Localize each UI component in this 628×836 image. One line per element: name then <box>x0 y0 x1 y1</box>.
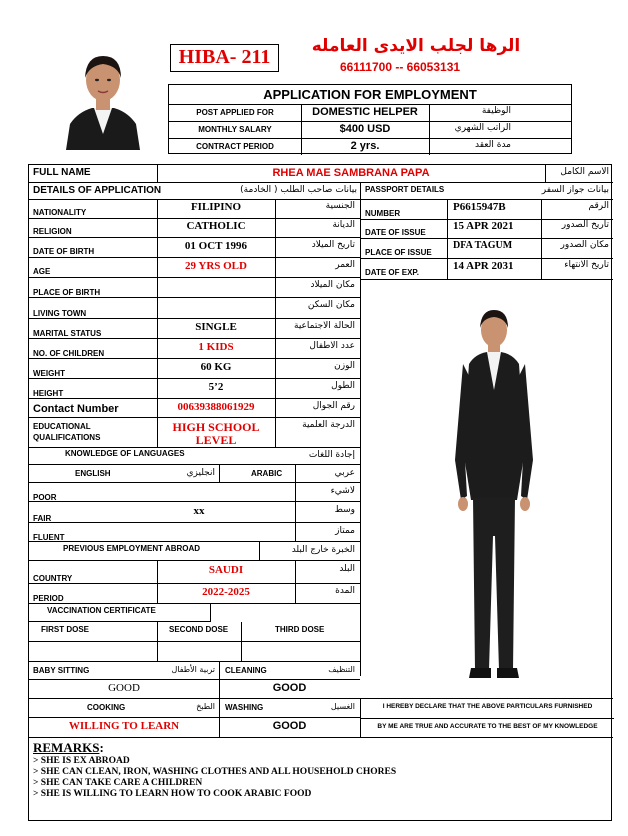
passport-number-ar: الرقم <box>588 201 609 211</box>
post-applied-ar: الوظيفة <box>481 106 511 116</box>
full-name-label: FULL NAME <box>33 167 91 178</box>
weight-value: 60 KG <box>200 361 232 373</box>
baby-sitting-value: GOOD <box>108 682 140 694</box>
issue-date-value: 15 APR 2021 <box>453 220 514 232</box>
religion-label: RELIGION <box>33 227 72 236</box>
english-fair-value: xx <box>193 505 205 517</box>
age-ar: العمر <box>335 260 355 270</box>
country-ar: البلد <box>339 564 355 574</box>
marital-status-value: SINGLE <box>195 321 237 333</box>
date-of-birth-value: 01 OCT 1996 <box>184 240 248 252</box>
washing-ar: الغسيل <box>330 702 355 711</box>
monthly-salary-value: $400 USD <box>339 123 391 135</box>
baby-sitting-ar: تربية الأطفال <box>171 665 215 674</box>
fair-ar: وسط <box>334 505 355 515</box>
washing-label: WASHING <box>225 703 264 712</box>
country-value: SAUDI <box>208 564 244 576</box>
agency-phones: 66111700 -- 66053131 <box>339 60 461 74</box>
education-ar: الدرجة العلمية <box>302 420 355 430</box>
place-of-issue-ar: مكان الصدور <box>560 240 609 250</box>
children-ar: عدد الاطفال <box>309 341 355 351</box>
remark-item: > SHE CAN TAKE CARE A CHILDREN <box>33 778 203 788</box>
weight-label: WEIGHT <box>33 369 65 378</box>
education-value-2: LEVEL <box>195 433 237 447</box>
reference-code: HIBA- 211 <box>178 46 271 68</box>
passport-details-label: PASSPORT DETAILS <box>365 185 445 194</box>
passport-rows <box>361 200 613 280</box>
contract-period-label: CONTRACT PERIOD <box>196 142 274 151</box>
portrait-photo <box>58 44 148 150</box>
marital-status-ar: الحالة الاجتماعية <box>294 321 355 331</box>
remarks-title: REMARKS <box>33 740 100 755</box>
nationality-value: FILIPINO <box>190 201 242 213</box>
cleaning-ar: التنظيف <box>328 665 355 674</box>
place-of-birth-label: PLACE OF BIRTH <box>33 288 101 297</box>
cleaning-label: CLEANING <box>225 666 267 675</box>
application-form <box>28 164 612 821</box>
full-body-photo <box>439 300 549 692</box>
education-label-1: EDUCATIONAL <box>33 422 91 431</box>
contract-period-value: 2 yrs. <box>350 140 380 152</box>
post-applied-value: DOMESTIC HELPER <box>312 106 418 118</box>
age-label: AGE <box>33 267 51 276</box>
application-title: APPLICATION FOR EMPLOYMENT <box>169 85 571 105</box>
remark-item: > SHE IS EX ABROAD <box>33 756 130 766</box>
expiry-date-value: 14 APR 2031 <box>453 260 514 272</box>
contract-period-ar: مدة العقد <box>475 140 511 150</box>
full-name-value: RHEA MAE SAMBRANA PAPA <box>272 167 430 179</box>
monthly-salary-ar: الراتب الشهري <box>454 123 511 133</box>
details-ar: بيانات صاحب الطلب ( الخادمة) <box>240 185 357 195</box>
height-ar: الطول <box>331 381 355 391</box>
languages-label: KNOWLEDGE OF LANGUAGES <box>65 449 185 458</box>
monthly-salary-label: MONTHLY SALARY <box>198 125 272 134</box>
languages-ar: إجادة اللغات <box>308 450 355 460</box>
third-dose-label: THIRD DOSE <box>275 625 325 634</box>
education-label-2: QUALIFICATIONS <box>33 433 101 442</box>
children-label: NO. OF CHILDREN <box>33 349 105 358</box>
fluent-label: FLUENT <box>33 533 65 542</box>
contact-number-ar: رقم الجوال <box>312 401 355 411</box>
issue-date-ar: تاريخ الصدور <box>561 220 609 230</box>
details-label: DETAILS OF APPLICATION <box>33 185 162 196</box>
contact-number-label: Contact Number <box>33 403 119 415</box>
cooking-label: COOKING <box>87 703 126 712</box>
english-ar: انجليزي <box>186 468 215 478</box>
place-of-issue-value: DFA TAGUM <box>453 240 513 251</box>
remark-item: > SHE IS WILLING TO LEARN HOW TO COOK ARABIC FOOD <box>33 789 312 799</box>
baby-sitting-label: BABY SITTING <box>33 666 90 675</box>
cleaning-value: GOOD <box>272 682 307 694</box>
nationality-ar: الجنسية <box>325 201 355 211</box>
passport-number-label: NUMBER <box>365 209 401 218</box>
remarks-section: REMARKS: > SHE IS EX ABROAD > SHE CAN CLEAN, IRON, WASHING CLOTHES AND ALL HOUSEHOLD CHORES > SHE CAN TAKE CARE A CHILDREN > SHE IS WILLING TO LEARN HOW TO COOK ARABIC FOOD <box>33 740 609 800</box>
marital-status-label: MARITAL STATUS <box>33 329 102 338</box>
arabic-ar: عربي <box>334 468 355 478</box>
remark-item: > SHE CAN CLEAN, IRON, WASHING CLOTHES AND ALL HOUSEHOLD CHORES <box>33 767 397 777</box>
contact-number-value: 00639388061929 <box>177 401 255 413</box>
full-name-ar: الاسم الكامل <box>560 167 609 177</box>
place-of-issue-label: PLACE OF ISSUE <box>365 248 432 257</box>
education-value-1: HIGH SCHOOL <box>172 420 260 434</box>
vaccination-label: VACCINATION CERTIFICATE <box>47 606 156 615</box>
agency-name: الرها لجلب الايدى العامله <box>311 36 521 56</box>
passport-details-ar: بيانات جواز السفر <box>541 185 609 195</box>
declaration-box <box>360 698 613 737</box>
expiry-date-ar: تاريخ الانتهاء <box>564 260 609 270</box>
cooking-ar: الطبخ <box>196 702 215 711</box>
employment-label: PREVIOUS EMPLOYMENT ABROAD <box>63 544 201 553</box>
fluent-ar: ممتاز <box>335 526 355 536</box>
height-label: HEIGHT <box>33 389 64 398</box>
english-label: ENGLISH <box>75 469 111 478</box>
poor-ar: لاشيء <box>330 486 355 496</box>
passport-number-value: P6615947B <box>453 201 506 213</box>
post-applied-label: POST APPLIED FOR <box>196 108 274 117</box>
place-of-birth-ar: مكان الميلاد <box>310 280 355 290</box>
declaration-line-1: I HEREBY DECLARE THAT THE ABOVE PARTICULARS FURNISHED <box>382 703 593 710</box>
religion-ar: الديانة <box>332 220 355 230</box>
application-header-table <box>168 84 572 154</box>
skills-table <box>29 662 360 737</box>
expiry-date-label: DATE OF EXP. <box>365 268 419 277</box>
weight-ar: الوزن <box>334 361 355 371</box>
nationality-label: NATIONALITY <box>33 208 87 217</box>
declaration-line-2: BY ME ARE TRUE AND ACCURATE TO THE BEST OF MY KNOWLEDGE <box>377 723 598 730</box>
age-value: 29 YRS OLD <box>185 260 247 272</box>
period-value: 2022-2025 <box>202 586 250 598</box>
height-value: 5’2 <box>208 381 224 393</box>
living-town-label: LIVING TOWN <box>33 309 87 318</box>
date-of-birth-label: DATE OF BIRTH <box>33 247 95 256</box>
date-of-birth-ar: تاريخ الميلاد <box>311 240 355 250</box>
cooking-value: WILLING TO LEARN <box>68 720 180 732</box>
arabic-label: ARABIC <box>251 469 283 478</box>
reference-code-box <box>170 44 279 72</box>
period-ar: المدة <box>335 586 355 596</box>
washing-value: GOOD <box>272 720 307 732</box>
issue-date-label: DATE OF ISSUE <box>365 228 426 237</box>
living-town-ar: مكان السكن <box>307 300 355 310</box>
poor-label: POOR <box>33 493 57 502</box>
fair-label: FAIR <box>33 514 52 523</box>
employment-ar: الخبرة خارج البلد <box>291 545 355 555</box>
children-value: 1 KIDS <box>198 341 234 353</box>
religion-value: CATHOLIC <box>186 220 246 232</box>
second-dose-label: SECOND DOSE <box>169 625 229 634</box>
period-label: PERIOD <box>33 594 64 603</box>
first-dose-label: FIRST DOSE <box>41 625 90 634</box>
country-label: COUNTRY <box>33 574 73 583</box>
